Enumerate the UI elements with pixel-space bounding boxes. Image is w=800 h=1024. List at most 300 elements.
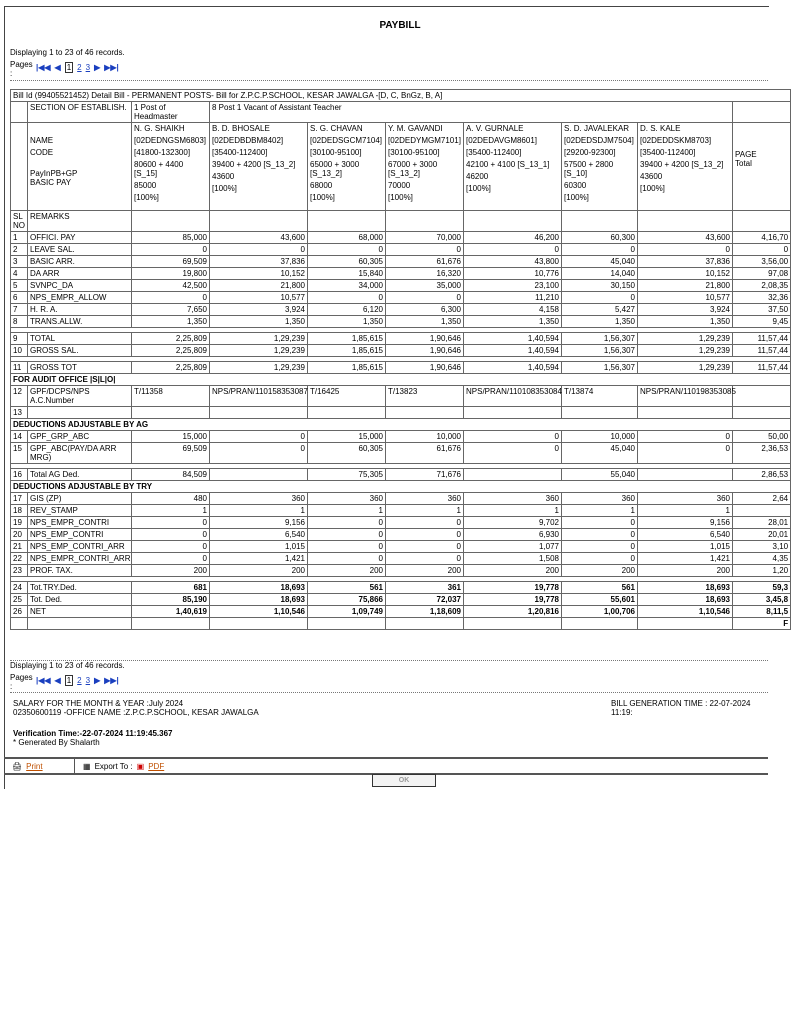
amount-cell: 0: [210, 244, 308, 256]
page-label: PAGE: [735, 150, 757, 159]
basic-pay: 70000: [388, 181, 411, 190]
table-row: [11, 280, 791, 292]
percentage: [100%]: [134, 193, 159, 202]
row-label: NET: [28, 606, 132, 618]
row-label: Tot. Ded.: [28, 594, 132, 606]
sl-no: 6: [11, 292, 28, 304]
table-row: [11, 529, 791, 541]
amount-cell: 3,924: [638, 304, 733, 316]
amount-cell: 360: [638, 493, 733, 505]
account-number: T/13823: [386, 386, 464, 407]
verification-time: Verification Time:-22-07-2024 11:19:45.367: [13, 729, 173, 738]
amount-cell: 18,693: [638, 582, 733, 594]
amount-cell: 37,836: [638, 256, 733, 268]
table-row: [11, 244, 791, 256]
amount-cell: 43,600: [210, 232, 308, 244]
salary-month: SALARY FOR THE MONTH & YEAR :July 2024: [13, 699, 184, 708]
amount-cell: 6,540: [638, 529, 733, 541]
section-row: [11, 102, 791, 123]
amount-cell: 360: [210, 493, 308, 505]
remarks-label: REMARKS: [28, 211, 132, 232]
name-label: NAME: [30, 136, 54, 145]
amount-cell: 43,600: [638, 232, 733, 244]
printer-icon[interactable]: 🖨: [12, 761, 23, 771]
amount-cell: 4,35: [733, 553, 791, 565]
amount-cell: 59,3: [733, 582, 791, 594]
trailing-cell: F: [733, 618, 791, 630]
employee-header: [562, 123, 638, 211]
sl-no: 12: [11, 386, 28, 407]
percentage: [100%]: [212, 184, 237, 193]
amount-cell: 1,421: [210, 553, 308, 565]
empty-cell: [386, 618, 464, 630]
basic-pay: 43600: [640, 172, 663, 181]
pay-detail: 42100 + 4100 [S_13_1]: [466, 160, 550, 169]
amount-cell: 97,08: [733, 268, 791, 280]
divider: [10, 80, 768, 81]
table-row: [11, 316, 791, 328]
table-row: [11, 469, 791, 481]
amount-cell: 2,86,53: [733, 469, 791, 481]
amount-cell: 0: [386, 541, 464, 553]
amount-cell: 10,000: [386, 431, 464, 443]
amount-cell: 19,800: [132, 268, 210, 280]
amount-cell: 11,210: [464, 292, 562, 304]
amount-cell: 0: [132, 529, 210, 541]
amount-cell: 11,57,44: [733, 362, 791, 374]
sl-no: 15: [11, 443, 28, 464]
amount-cell: 1: [132, 505, 210, 517]
empty-cell: [562, 407, 638, 419]
amount-cell: 5,427: [562, 304, 638, 316]
section-heading-row: [11, 419, 791, 431]
amount-cell: 0: [308, 292, 386, 304]
employee-code: [02DEDBDBM8402]: [212, 136, 284, 145]
basic-label: BASIC PAY: [30, 178, 72, 187]
amount-cell: 10,577: [210, 292, 308, 304]
empty-cell: [210, 407, 308, 419]
empty-cell: [733, 407, 791, 419]
amount-cell: 0: [638, 431, 733, 443]
empty-cell: [733, 211, 791, 232]
amount-cell: 14,040: [562, 268, 638, 280]
row-label: NPS_EMP_CONTRI: [28, 529, 132, 541]
amount-cell: 1: [308, 505, 386, 517]
amount-cell: 9,702: [464, 517, 562, 529]
amount-cell: 75,305: [308, 469, 386, 481]
amount-cell: 55,040: [562, 469, 638, 481]
amount-cell: 480: [132, 493, 210, 505]
table-row: [11, 407, 791, 419]
table-row: [11, 582, 791, 594]
amount-cell: 0: [386, 553, 464, 565]
left-labels: [28, 123, 132, 211]
empty-cell: [132, 407, 210, 419]
empty-cell: [464, 407, 562, 419]
amount-cell: 1,00,706: [562, 606, 638, 618]
amount-cell: 15,000: [308, 431, 386, 443]
amount-cell: 200: [562, 565, 638, 577]
office-name: 02350600119 -OFFICE NAME :Z.P.C.P.SCHOOL, KESAR JAWALGA: [13, 708, 259, 717]
amount-cell: 360: [562, 493, 638, 505]
amount-cell: 85,000: [132, 232, 210, 244]
amount-cell: 360: [464, 493, 562, 505]
sl-no: 19: [11, 517, 28, 529]
table-row: [11, 505, 791, 517]
prev-page-icon[interactable]: ◀: [54, 676, 61, 685]
table-row: [11, 541, 791, 553]
table-row: [11, 304, 791, 316]
sl-no: 10: [11, 345, 28, 357]
amount-cell: 19,778: [464, 594, 562, 606]
empty-cell: [210, 618, 308, 630]
ok-button[interactable]: OK: [372, 774, 436, 787]
generated-by: * Generated By Shalarth: [13, 738, 100, 747]
table-row: [11, 431, 791, 443]
amount-cell: 1,18,609: [386, 606, 464, 618]
amount-cell: 200: [638, 565, 733, 577]
amount-cell: 1,85,615: [308, 362, 386, 374]
employee-header-row: [11, 123, 791, 211]
empty-cell: [308, 407, 386, 419]
amount-cell: 46,200: [464, 232, 562, 244]
amount-cell: 43,800: [464, 256, 562, 268]
amount-cell: 1,29,239: [638, 345, 733, 357]
amount-cell: 1,85,615: [308, 345, 386, 357]
empty-cell: [638, 618, 733, 630]
page-link-3[interactable]: 3: [85, 676, 91, 685]
amount-cell: 1,20,816: [464, 606, 562, 618]
empty-cell: [132, 211, 210, 232]
amount-cell: 7,650: [132, 304, 210, 316]
amount-cell: 4,16,70: [733, 232, 791, 244]
table-row: [11, 553, 791, 565]
amount-cell: 4,158: [464, 304, 562, 316]
amount-cell: 0: [132, 553, 210, 565]
pay-detail: 80600 + 4400 [S_15]: [134, 160, 184, 178]
percentage: [100%]: [640, 184, 665, 193]
amount-cell: 0: [638, 443, 733, 464]
amount-cell: 30,150: [562, 280, 638, 292]
amount-cell: 0: [562, 517, 638, 529]
empty-cell: [562, 211, 638, 232]
amount-cell: 1: [210, 505, 308, 517]
employee-name: B. D. BHOSALE: [212, 124, 270, 133]
employee-header: [386, 123, 464, 211]
sl-no: 20: [11, 529, 28, 541]
amount-cell: 9,156: [638, 517, 733, 529]
amount-cell: 21,800: [210, 280, 308, 292]
try-heading: DEDUCTIONS ADJUSTABLE BY TRY: [11, 481, 791, 493]
pay-label: PayInPB+GP: [30, 169, 78, 178]
employee-code: [02DEDAVGM8601]: [466, 136, 537, 145]
sl-no: 11: [11, 362, 28, 374]
amount-cell: 1,077: [464, 541, 562, 553]
table-row: [11, 517, 791, 529]
amount-cell: 10,577: [638, 292, 733, 304]
row-label: TRANS.ALLW.: [28, 316, 132, 328]
amount-cell: 84,509: [132, 469, 210, 481]
amount-cell: 1,09,749: [308, 606, 386, 618]
row-label: LEAVE SAL.: [28, 244, 132, 256]
amount-cell: 0: [308, 553, 386, 565]
last-page-icon[interactable]: ▶▶|: [104, 676, 119, 685]
export-icon: ▦: [83, 761, 91, 771]
next-page-icon[interactable]: ▶: [94, 63, 101, 72]
amount-cell: 6,540: [210, 529, 308, 541]
amount-cell: 0: [638, 244, 733, 256]
amount-cell: 0: [132, 292, 210, 304]
amount-cell: 11,57,44: [733, 345, 791, 357]
amount-cell: 2,25,809: [132, 333, 210, 345]
sl-no-label: SL NO: [11, 211, 28, 232]
amount-cell: 361: [386, 582, 464, 594]
amount-cell: 1,350: [210, 316, 308, 328]
amount-cell: 9,45: [733, 316, 791, 328]
empty-cell: [308, 618, 386, 630]
table-row: [11, 493, 791, 505]
pdf-icon[interactable]: ▣: [136, 761, 145, 771]
basic-pay: 60300: [564, 181, 587, 190]
amount-cell: 11,57,44: [733, 333, 791, 345]
amount-cell: 10,776: [464, 268, 562, 280]
amount-cell: 10,000: [562, 431, 638, 443]
amount-cell: 0: [386, 292, 464, 304]
amount-cell: 0: [386, 517, 464, 529]
amount-cell: 69,509: [132, 443, 210, 464]
percentage: [100%]: [310, 193, 335, 202]
sl-no: 2: [11, 244, 28, 256]
amount-cell: 2,36,53: [733, 443, 791, 464]
amount-cell: 20,01: [733, 529, 791, 541]
table-row: [11, 345, 791, 357]
first-page-icon[interactable]: |◀◀: [36, 676, 51, 685]
page-link-3[interactable]: 3: [85, 63, 91, 72]
pay-scale: [29200-92300]: [564, 148, 616, 157]
sl-no: 8: [11, 316, 28, 328]
amount-cell: 3,45,8: [733, 594, 791, 606]
amount-cell: 2,25,809: [132, 345, 210, 357]
page-link-2[interactable]: 2: [77, 676, 82, 685]
row-label: NPS_EMPR_CONTRI: [28, 517, 132, 529]
amount-cell: 42,500: [132, 280, 210, 292]
page-title: PAYBILL: [379, 20, 421, 31]
gpf-row: [11, 386, 791, 407]
row-label: H. R. A.: [28, 304, 132, 316]
amount-cell: [733, 505, 791, 517]
next-page-icon[interactable]: ▶: [94, 676, 101, 685]
amount-cell: 1,015: [210, 541, 308, 553]
empty-cell: [210, 211, 308, 232]
print-link[interactable]: Print: [26, 761, 43, 771]
amount-cell: 200: [132, 565, 210, 577]
amount-cell: 200: [464, 565, 562, 577]
amount-cell: 1,10,546: [638, 606, 733, 618]
empty-cell: [28, 618, 132, 630]
row-label: GIS (ZP): [28, 493, 132, 505]
table-row: [11, 594, 791, 606]
amount-cell: 1,350: [132, 316, 210, 328]
amount-cell: 1,85,615: [308, 333, 386, 345]
sl-no: 21: [11, 541, 28, 553]
sl-no: 4: [11, 268, 28, 280]
amount-cell: 6,300: [386, 304, 464, 316]
amount-cell: 18,693: [638, 594, 733, 606]
empty-cell: [11, 618, 28, 630]
row-label: SVNPC_DA: [28, 280, 132, 292]
empty-cell: [638, 211, 733, 232]
amount-cell: 0: [562, 529, 638, 541]
amount-cell: 10,152: [210, 268, 308, 280]
empty-cell: [386, 407, 464, 419]
amount-cell: 45,040: [562, 443, 638, 464]
row-label: DA ARR: [28, 268, 132, 280]
amount-cell: 55,601: [562, 594, 638, 606]
percentage: [100%]: [466, 184, 491, 193]
employee-code: [02DEDYMGM7101]: [388, 136, 461, 145]
page-link-2[interactable]: 2: [77, 63, 82, 72]
page-total-header: [733, 123, 791, 211]
amount-cell: 68,000: [308, 232, 386, 244]
page-link-1[interactable]: 1: [66, 63, 72, 72]
amount-cell: 8,11,5: [733, 606, 791, 618]
trailing-row: [11, 618, 791, 630]
amount-cell: 70,000: [386, 232, 464, 244]
sl-no: 23: [11, 565, 28, 577]
row-label: REV_STAMP: [28, 505, 132, 517]
row-label: GPF_GRP_ABC: [28, 431, 132, 443]
empty-cell: [28, 407, 132, 419]
amount-cell: 0: [562, 541, 638, 553]
row-label: OFFICI. PAY: [28, 232, 132, 244]
empty-cell: [11, 102, 28, 123]
amount-cell: 1: [562, 505, 638, 517]
amount-cell: 75,866: [308, 594, 386, 606]
amount-cell: 1,40,619: [132, 606, 210, 618]
bottom-toolbar: [4, 757, 768, 775]
pay-scale: [35400-112400]: [466, 148, 522, 157]
employee-code: [02DEDNGSM6803]: [134, 136, 207, 145]
amount-cell: 1,90,646: [386, 345, 464, 357]
amount-cell: 1,10,546: [210, 606, 308, 618]
pdf-link[interactable]: PDF: [148, 761, 165, 771]
sl-no: 5: [11, 280, 28, 292]
row-label: NPS_EMPR_ALLOW: [28, 292, 132, 304]
amount-cell: 3,924: [210, 304, 308, 316]
employee-name: D. S. KALE: [640, 124, 681, 133]
empty-cell: [11, 123, 28, 211]
amount-cell: 0: [132, 244, 210, 256]
pay-scale: [30100-95100]: [310, 148, 362, 157]
employee-code: [02DEDSDJM7504]: [564, 136, 634, 145]
pay-scale: [30100-95100]: [388, 148, 440, 157]
amount-cell: 60,305: [308, 256, 386, 268]
amount-cell: 60,305: [308, 443, 386, 464]
bill-info: Bill Id (99405521452) Detail Bill - PERMANENT POSTS- Bill for Z.P.C.P.SCHOOL, KESAR JAWALGA -[D, C, BnGz, B, A]: [11, 90, 791, 102]
amount-cell: 16,320: [386, 268, 464, 280]
post-headmaster: 1 Post of Headmaster: [132, 102, 210, 123]
last-page-icon[interactable]: ▶▶|: [104, 63, 119, 72]
amount-cell: 2,64: [733, 493, 791, 505]
employee-code: [02DEDDSKM8703]: [640, 136, 712, 145]
page-link-1[interactable]: 1: [66, 676, 72, 685]
amount-cell: 1: [638, 505, 733, 517]
pager-top: [10, 48, 125, 78]
account-number: NPS/PRAN/110198353085: [638, 386, 733, 407]
amount-cell: 0: [733, 244, 791, 256]
amount-cell: 15,000: [132, 431, 210, 443]
sl-no: 13: [11, 407, 28, 419]
account-number: T/11358: [132, 386, 210, 407]
account-number: [733, 386, 791, 407]
row-label: GROSS SAL.: [28, 345, 132, 357]
amount-cell: 35,000: [386, 280, 464, 292]
amount-cell: 21,800: [638, 280, 733, 292]
sl-no: 9: [11, 333, 28, 345]
amount-cell: 0: [308, 529, 386, 541]
empty-cell: [308, 211, 386, 232]
table-row: [11, 292, 791, 304]
table-row: [11, 362, 791, 374]
table-row: [11, 443, 791, 464]
amount-cell: 0: [308, 541, 386, 553]
ag-heading: DEDUCTIONS ADJUSTABLE BY AG: [11, 419, 791, 431]
table-row: [11, 333, 791, 345]
amount-cell: 18,693: [210, 594, 308, 606]
pay-detail: 65000 + 3000 [S_13_2]: [310, 160, 360, 178]
amount-cell: 60,300: [562, 232, 638, 244]
pay-scale: [41800-132300]: [134, 148, 191, 157]
amount-cell: 6,930: [464, 529, 562, 541]
row-label: BASIC ARR.: [28, 256, 132, 268]
amount-cell: 50,00: [733, 431, 791, 443]
amount-cell: 61,676: [386, 443, 464, 464]
empty-cell: [733, 102, 791, 123]
first-page-icon[interactable]: |◀◀: [36, 63, 51, 72]
employee-header: [132, 123, 210, 211]
amount-cell: 0: [464, 431, 562, 443]
row-label: GPF_ABC(PAY/DA ARR MRG): [28, 443, 132, 464]
row-label: GROSS TOT: [28, 362, 132, 374]
paybill-table: [10, 89, 791, 630]
amount-cell: 0: [210, 431, 308, 443]
row-label: GPF/DCPS/NPS A.C.Number: [28, 386, 132, 407]
amount-cell: 1,350: [464, 316, 562, 328]
prev-page-icon[interactable]: ◀: [54, 63, 61, 72]
sl-no: 26: [11, 606, 28, 618]
pay-detail: 39400 + 4200 [S_13_2]: [640, 160, 724, 169]
amount-cell: 1,56,307: [562, 345, 638, 357]
amount-cell: [210, 469, 308, 481]
employee-header: [464, 123, 562, 211]
amount-cell: 0: [386, 244, 464, 256]
amount-cell: 3,56,00: [733, 256, 791, 268]
section-heading-row: [11, 374, 791, 386]
sl-no: 16: [11, 469, 28, 481]
amount-cell: 9,156: [210, 517, 308, 529]
amount-cell: 360: [308, 493, 386, 505]
amount-cell: 1,421: [638, 553, 733, 565]
bill-generation-time: BILL GENERATION TIME : 22-07-2024 11:19:: [611, 699, 751, 717]
sl-no: 25: [11, 594, 28, 606]
sl-no: 3: [11, 256, 28, 268]
amount-cell: 37,836: [210, 256, 308, 268]
pay-detail: 67000 + 3000 [S_13_2]: [388, 160, 438, 178]
employee-name: S. D. JAVALEKAR: [564, 124, 630, 133]
table-row: [11, 565, 791, 577]
row-label: PROF. TAX.: [28, 565, 132, 577]
sl-no: 14: [11, 431, 28, 443]
